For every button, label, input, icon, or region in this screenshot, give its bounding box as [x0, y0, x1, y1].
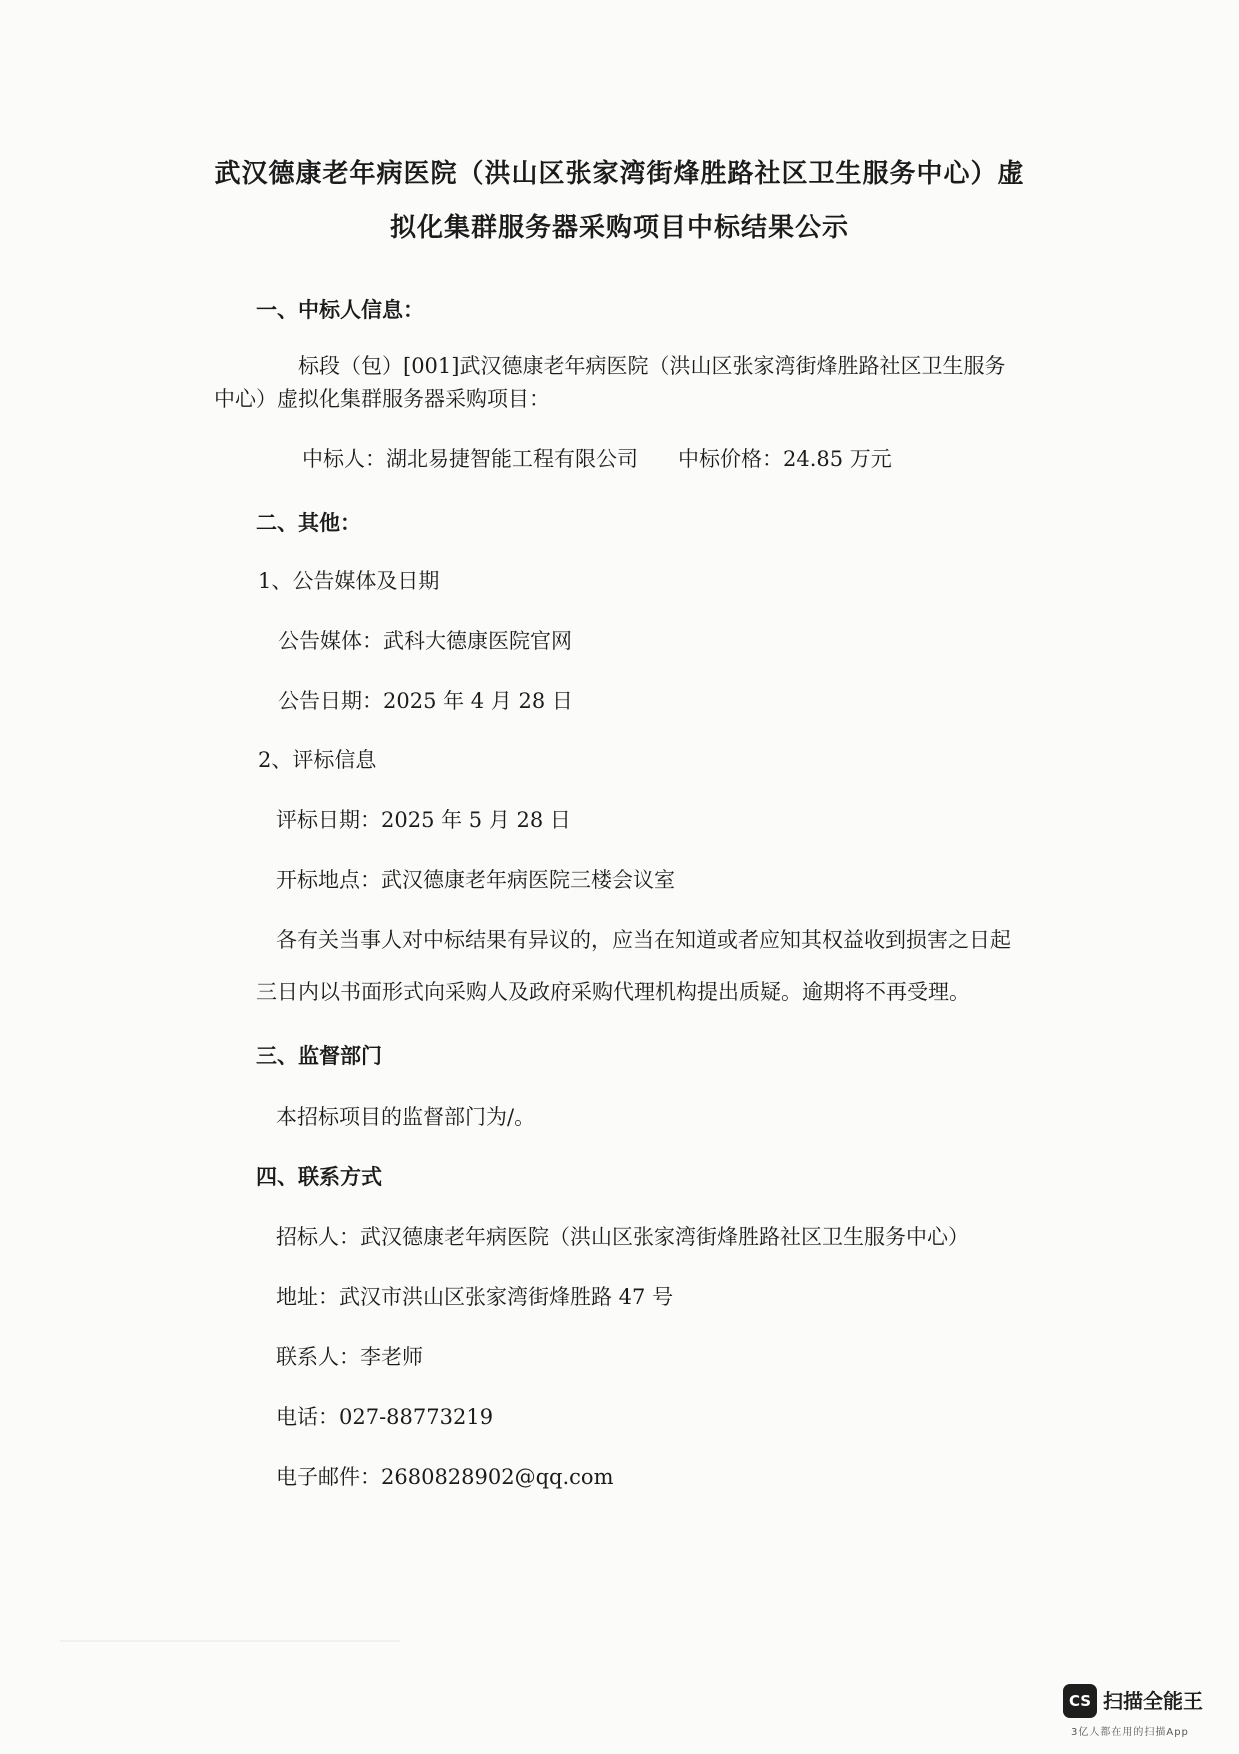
package-line2: 中心）虚拟化集群服务器采购项目：	[214, 387, 550, 411]
tenderer-value: 武汉德康老年病医院（洪山区张家湾街烽胜路社区卫生服务中心）	[360, 1225, 969, 1249]
address-row	[276, 1283, 673, 1311]
email-label: 电子邮件：	[276, 1465, 381, 1489]
eval-date-row	[276, 806, 571, 834]
eval-date-value: 2025 年 5 月 28 日	[381, 808, 571, 832]
open-place-value: 武汉德康老年病医院三楼会议室	[381, 868, 675, 892]
camscanner-logo-icon: CS	[1063, 1684, 1097, 1718]
media-row	[278, 627, 572, 655]
watermark-app-name: 扫描全能王	[1103, 1689, 1203, 1713]
package-line1: 标段（包）[001]武汉德康老年病医院（洪山区张家湾街烽胜路社区卫生服务	[298, 354, 1006, 378]
media-label: 公告媒体：	[278, 629, 383, 653]
tenderer-label: 招标人：	[276, 1225, 360, 1249]
phone-label: 电话：	[276, 1405, 339, 1429]
contact-row	[276, 1343, 423, 1371]
section2-heading: 二、其他：	[256, 511, 361, 535]
contact-value: 李老师	[360, 1345, 423, 1369]
watermark-tagline: 3亿人都在用的扫描App	[1071, 1727, 1189, 1738]
tenderer-row	[276, 1223, 969, 1251]
document-title-line2: 拟化集群服务器采购项目中标结果公示	[389, 213, 849, 243]
media-value: 武科大德康医院官网	[383, 629, 572, 653]
winner-row	[302, 445, 892, 473]
price-value: 24.85 万元	[783, 447, 892, 471]
eval-date-label: 评标日期：	[276, 808, 381, 832]
section4-heading: 四、联系方式	[256, 1165, 382, 1189]
phone-value: 027-88773219	[339, 1405, 494, 1429]
supervision-text: 本招标项目的监督部门为/。	[276, 1105, 536, 1129]
scanner-watermark	[1063, 1684, 1233, 1748]
open-place-label: 开标地点：	[276, 868, 381, 892]
winner-label: 中标人：	[302, 447, 386, 471]
announce-date-value: 2025 年 4 月 28 日	[383, 689, 573, 713]
announce-date-row	[278, 687, 573, 715]
announce-date-label: 公告日期：	[278, 689, 383, 713]
objection-notice-line1: 各有关当事人对中标结果有异议的，应当在知道或者应知其权益收到损害之日起	[276, 928, 1011, 952]
phone-row	[276, 1403, 493, 1431]
contact-label: 联系人：	[276, 1345, 360, 1369]
item2-heading: 2、评标信息	[258, 748, 377, 772]
item1-heading: 1、公告媒体及日期	[258, 569, 440, 593]
section1-heading: 一、中标人信息：	[256, 298, 424, 322]
winner-value: 湖北易捷智能工程有限公司	[386, 447, 638, 471]
email-row	[276, 1463, 614, 1491]
document-title-line1: 武汉德康老年病医院（洪山区张家湾街烽胜路社区卫生服务中心）虚	[214, 159, 1025, 189]
address-label: 地址：	[276, 1285, 339, 1309]
objection-notice-line2: 三日内以书面形式向采购人及政府采购代理机构提出质疑。逾期将不再受理。	[256, 980, 970, 1004]
section3-heading: 三、监督部门	[256, 1044, 382, 1068]
open-place-row	[276, 866, 675, 894]
scan-artifact	[60, 1640, 400, 1642]
address-value: 武汉市洪山区张家湾街烽胜路 47 号	[339, 1285, 674, 1309]
email-value: 2680828902@qq.com	[381, 1465, 614, 1489]
price-label: 中标价格：	[678, 447, 783, 471]
